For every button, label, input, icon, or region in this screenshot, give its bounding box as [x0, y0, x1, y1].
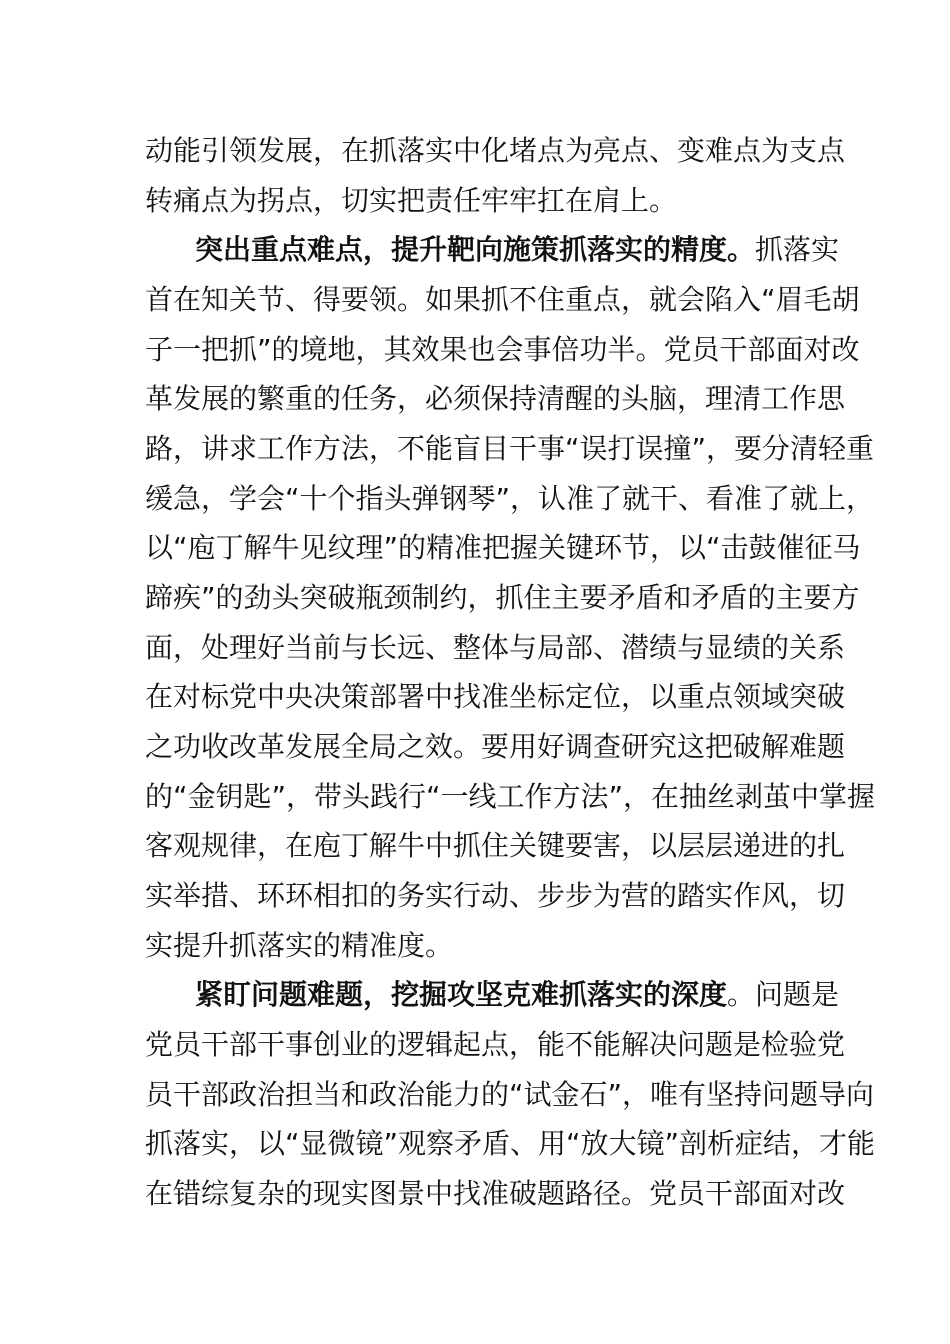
paragraph-1-line-1: 动能引领发展，在抓落实中化堵点为亮点、变难点为支点 [145, 134, 846, 167]
paragraph-3-first-line-text: 。问题是 [727, 978, 840, 1011]
paragraph-2-line: 在对标党中央决策部署中找准坐标定位，以重点领域突破 [145, 680, 846, 713]
paragraph-1-line-2: 转痛点为拐点，切实把责任牢牢扛在肩上。 [145, 184, 678, 217]
paragraph-3-line: 党员干部干事创业的逻辑起点，能不能解决问题是检验党 [145, 1028, 846, 1061]
paragraph-2-first-line-text: 抓落实 [755, 233, 840, 266]
paragraph-3-heading: 紧盯问题难题，挖掘攻坚克难抓落实的深度 [195, 978, 728, 1011]
paragraph-3-line: 员干部政治担当和政治能力的“试金石”，唯有坚持问题导向 [145, 1078, 875, 1111]
paragraph-2-line: 蹄疾”的劲头突破瓶颈制约，抓住主要矛盾和矛盾的主要方 [145, 581, 860, 614]
paragraph-2-line: 以“庖丁解牛见纹理”的精准把握关键环节，以“击鼓催征马 [145, 531, 861, 564]
paragraph-2-line: 子一把抓”的境地，其效果也会事倍功半。党员干部面对改 [145, 333, 860, 366]
paragraph-2-line: 面，处理好当前与长远、整体与局部、潜绩与显绩的关系 [145, 631, 846, 664]
paragraph-2-line: 之功收改革发展全局之效。要用好调查研究这把破解难题 [145, 730, 846, 763]
paragraph-2-line: 路，讲求工作方法，不能盲目干事“误打误撞”，要分清轻重 [145, 432, 875, 465]
paragraph-2-line: 实举措、环环相扣的务实行动、步步为营的踏实作风，切 [145, 879, 846, 912]
paragraph-2-heading: 突出重点难点，提升靶向施策抓落实的精度。 [195, 233, 756, 266]
paragraph-2-line: 的“金钥匙”，带头践行“一线工作方法”，在抽丝剥茧中掌握 [145, 780, 876, 813]
paragraph-2-line: 客观规律，在庖丁解牛中抓住关键要害，以层层递进的扎 [145, 829, 846, 862]
paragraph-2-first-line [195, 233, 840, 267]
paragraph-3-first-line [195, 978, 840, 1012]
paragraph-2-line: 革发展的繁重的任务，必须保持清醒的头脑，理清工作思 [145, 382, 846, 415]
paragraph-2-line: 缓急，学会“十个指头弹钢琴”，认准了就干、看准了就上， [145, 482, 875, 515]
paragraph-2-line: 实提升抓落实的精准度。 [145, 929, 454, 962]
paragraph-2-line: 首在知关节、得要领。如果抓不住重点，就会陷入“眉毛胡 [145, 283, 860, 316]
paragraph-3-line: 抓落实，以“显微镜”观察矛盾、用“放大镜”剖析症结，才能 [145, 1127, 876, 1160]
paragraph-3-line: 在错综复杂的现实图景中找准破题路径。党员干部面对改 [145, 1177, 846, 1210]
